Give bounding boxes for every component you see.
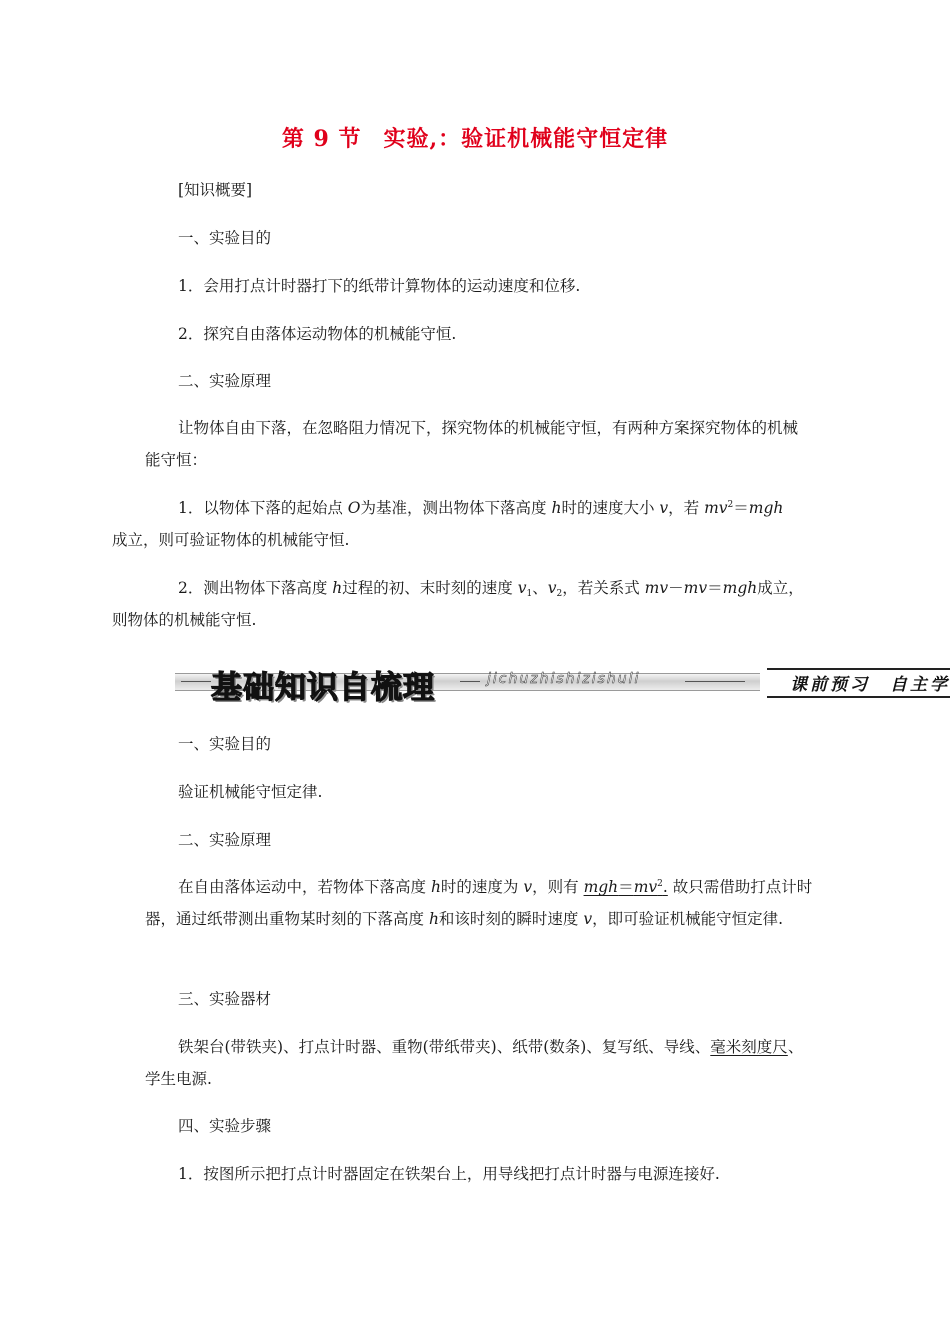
section-name: 实验,：验证机械能守恒定律 bbox=[383, 126, 669, 152]
step-1: 1．按图所示把打点计时器固定在铁架台上，用导线把打点计时器与电源连接好. bbox=[178, 1165, 720, 1183]
method-1: 1．以物体下落的起始点 O为基准，测出物体下落高度 h时的速度大小 v，若 $mv^2=mgh$ 成立，则可验证物体的机械能守恒. bbox=[112, 499, 784, 549]
heading-steps: 四、实验步骤 bbox=[178, 1117, 272, 1135]
banner-pinyin: jichuzhishizishuli bbox=[487, 671, 641, 687]
banner-tag: 课前预习 自主学 bbox=[790, 675, 950, 695]
heading-purpose: 一、实验目的 bbox=[178, 229, 272, 247]
principle-formula: $mgh=mv^2$. bbox=[583, 878, 668, 896]
purpose-item-2: 2．探究自由落体运动物体的机械能守恒. bbox=[178, 325, 457, 343]
overview-label: [知识概要] bbox=[178, 181, 253, 199]
ruler-term: 毫米刻度尺 bbox=[710, 1038, 788, 1056]
banner-rule bbox=[685, 681, 745, 682]
equipment-text: 铁架台(带铁夹)、打点计时器、重物(带纸带夹)、纸带(数条)、复写纸、导线、毫米刻度尺、学生电源. bbox=[145, 1038, 804, 1088]
heading-equipment: 三、实验器材 bbox=[178, 990, 272, 1008]
purpose-text: 验证机械能守恒定律. bbox=[178, 783, 323, 801]
method-2: 2．测出物体下落高度 h过程的初、末时刻的速度 $v_1$、$v_2$，若关系式 mv－mv＝mgh成立， 则物体的机械能守恒. bbox=[112, 579, 804, 629]
section-number: 第 9 节 bbox=[281, 126, 362, 152]
heading-principle: 二、实验原理 bbox=[178, 372, 272, 390]
section-banner bbox=[175, 664, 950, 706]
principle-text: 在自由落体运动中，若物体下落高度 h时的速度为 v，则有 $mgh=mv^2$. 故只需借助打点计时器，通过纸带测出重物某时刻的下落高度 h和该时刻的瞬时速度 v，即可验证机械能守恒定律. bbox=[145, 878, 813, 928]
principle-intro: 让物体自由下落，在忽略阻力情况下，探究物体的机械能守恒，有两种方案探究物体的机械能守恒： bbox=[145, 419, 799, 469]
page-title bbox=[0, 122, 950, 153]
purpose-item-1: 1．会用打点计时器打下的纸带计算物体的运动速度和位移. bbox=[178, 277, 581, 295]
heading-purpose-2: 一、实验目的 bbox=[178, 735, 272, 753]
heading-principle-2: 二、实验原理 bbox=[178, 831, 272, 849]
banner-heading: 基础知识自梳理 bbox=[211, 670, 435, 706]
banner-rule bbox=[181, 681, 211, 682]
banner-rule bbox=[460, 681, 480, 682]
